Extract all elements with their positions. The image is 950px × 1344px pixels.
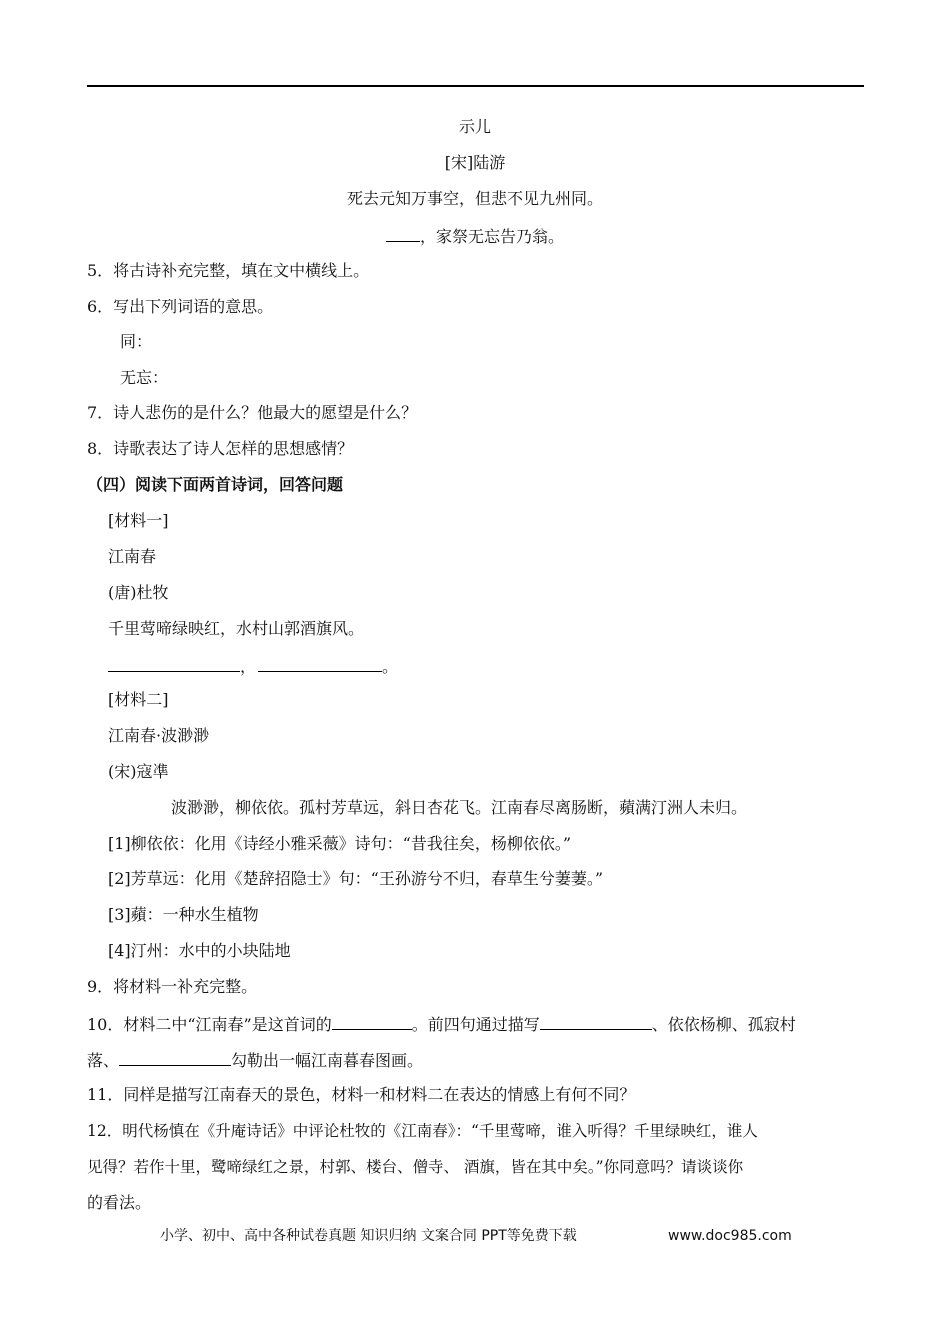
question-8: 8．诗歌表达了诗人怎样的思想感情？ [87, 439, 354, 458]
answer-blank[interactable] [540, 1013, 652, 1030]
question-6: 6．写出下列词语的意思。 [87, 297, 274, 316]
poem-author: [宋]陆游 [444, 153, 506, 172]
question-11: 11．同样是描写江南春天的景色，材料一和材料二在表达的情感上有何不同？ [87, 1085, 636, 1104]
question-10-part-e: 勾勒出一幅江南暮春图画。 [231, 1051, 424, 1070]
answer-blank[interactable] [119, 1049, 231, 1066]
material-2-text: 波渺渺，柳依依。孤村芳草远，斜日杏花飞。江南春尽离肠断，蘋满汀洲人未归。 [171, 798, 748, 817]
material-1-author: (唐)杜牧 [108, 583, 169, 602]
question-12-line-1: 12．明代杨慎在《升庵诗话》中评论杜牧的《江南春》：“千里莺啼，谁入听得？千里绿映红，谁人 [87, 1122, 758, 1140]
answer-blank[interactable] [108, 655, 240, 672]
question-10-part-d: 落、 [87, 1051, 120, 1070]
question-10-part-a: 10．材料二中“江南春”是这首词的 [87, 1015, 332, 1034]
note-1: [1]柳依依：化用《诗经小雅采薇》诗句：“昔我往矣，杨柳依依。” [108, 834, 572, 853]
question-10-part-b: 。前四句通过描写 [411, 1015, 540, 1034]
answer-blank[interactable] [258, 655, 382, 672]
material-2-title: 江南春·波渺渺 [108, 726, 210, 745]
question-10-line-1 [87, 1013, 796, 1035]
comma: ， [240, 657, 257, 676]
footer-url[interactable]: www.doc985.com [668, 1228, 792, 1244]
note-4: [4]汀州：水中的小块陆地 [108, 941, 291, 960]
material-1-line-2 [108, 655, 398, 677]
section-heading: （四）阅读下面两首诗词，回答问题 [87, 475, 344, 494]
poem-line-2-text: ，家祭无忘告乃翁。 [419, 227, 564, 246]
material-1-line-1: 千里莺啼绿映红，水村山郭酒旗风。 [108, 619, 365, 638]
question-7: 7．诗人悲伤的是什么？他最大的愿望是什么？ [87, 403, 418, 422]
question-12-line-2: 见得？若作十里，鹭啼绿红之景，村郭、楼台、僧寺、 酒旗，皆在其中矣。”你同意吗？请谈谈你 [87, 1158, 744, 1176]
answer-blank[interactable] [332, 1013, 412, 1030]
question-6-item-1: 同： [120, 332, 153, 351]
material-2-label: [材料二] [108, 690, 169, 709]
answer-blank[interactable] [386, 225, 420, 242]
question-10-line-2 [87, 1049, 423, 1071]
footer-text: 小学、初中、高中各种试卷真题 知识归纳 文案合同 PPT等免费下载 [160, 1228, 577, 1244]
header-rule [87, 85, 864, 87]
question-9: 9．将材料一补充完整。 [87, 977, 258, 996]
note-3: [3]蘋：一种水生植物 [108, 905, 259, 924]
question-6-item-2: 无忘： [120, 368, 169, 387]
poem-line-1: 死去元知万事空，但悲不见九州同。 [346, 189, 603, 208]
material-1-title: 江南春 [108, 547, 157, 566]
poem-line-2 [0, 225, 950, 247]
note-2: [2]芳草远：化用《楚辞招隐士》句：“王孙游兮不归，春草生兮萋萋。” [108, 869, 604, 888]
question-10-part-c: 、依依杨柳、孤寂村 [651, 1015, 796, 1034]
material-2-author: (宋)寇凖 [108, 762, 169, 781]
poem-title: 示儿 [458, 117, 491, 136]
question-5: 5．将古诗补充完整，填在文中横线上。 [87, 261, 370, 280]
question-12-line-3: 的看法。 [87, 1193, 152, 1212]
period: 。 [382, 657, 399, 676]
material-1-label: [材料一] [108, 511, 169, 530]
